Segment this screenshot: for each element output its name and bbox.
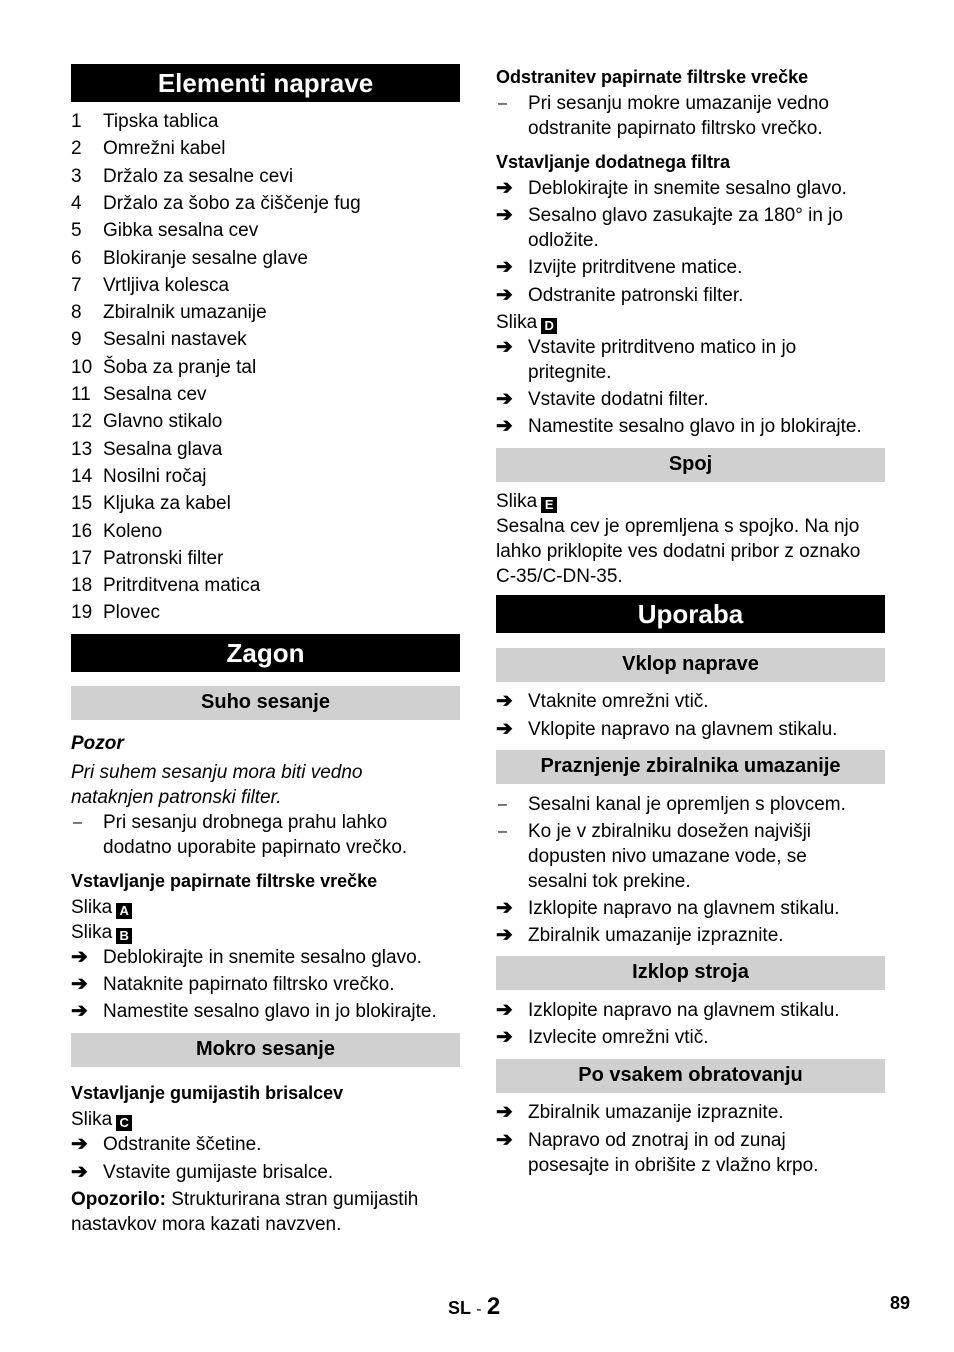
- page-number: 89: [890, 1293, 911, 1313]
- list-item: [71, 408, 460, 435]
- list-item-number: 8: [71, 302, 82, 324]
- list-item-label: Sesalni nastavek: [103, 329, 247, 351]
- list-item-label: Držalo za sesalne cevi: [103, 165, 294, 187]
- step-item: [496, 895, 885, 922]
- step-text: Napravo od znotraj in od zunaj: [528, 1130, 786, 1151]
- footer-language: [448, 1293, 500, 1321]
- list-item-label: Tipska tablica: [103, 111, 219, 132]
- dash-item-continued: [496, 115, 885, 142]
- figure-ref-label: Slika: [496, 312, 538, 333]
- dash-item-text: Pri sesanju drobnega prahu lahko: [103, 812, 388, 833]
- step-text: Odstranite patronski filter.: [528, 285, 744, 306]
- arrow-right-icon: ➔: [71, 973, 88, 995]
- step-text: Namestite sesalno glavo in jo blokirajte.: [528, 416, 862, 437]
- heading-elementi-naprave: Elementi naprave: [71, 64, 460, 102]
- dash-item: [496, 818, 885, 845]
- subheading-izklop-stroja: Izklop stroja: [496, 956, 885, 990]
- step-text: Deblokirajte in snemite sesalno glavo.: [528, 178, 847, 199]
- list-item-number: 18: [71, 575, 93, 597]
- list-item-label: Omrežni kabel: [103, 138, 226, 160]
- step-text: Izklopite napravo na glavnem stikalu.: [528, 898, 840, 919]
- step-text: Vklopite napravo na glavnem stikalu.: [528, 719, 838, 740]
- step-text: Zbiralnik umazanije izpraznite.: [528, 925, 784, 946]
- step-item: [71, 1131, 460, 1158]
- spoj-text-line-3: C-35/C-DN-35.: [496, 566, 623, 587]
- step-text: Izklopite napravo na glavnem stikalu.: [528, 1000, 840, 1021]
- figure-ref-a: [71, 894, 460, 921]
- dash-item-continued: [71, 834, 460, 861]
- list-item-number: 1: [71, 111, 82, 132]
- figure-letter-badge: B: [116, 928, 132, 944]
- opozorilo-label: Opozorilo:: [71, 1189, 166, 1210]
- list-item-label: Kljuka za kabel: [103, 493, 231, 515]
- list-item: [71, 217, 460, 244]
- step-text: Deblokirajte in snemite sesalno glavo.: [103, 947, 422, 968]
- list-item-label: Plovec: [103, 602, 161, 624]
- arrow-right-icon: ➔: [496, 690, 513, 712]
- dash-marker: –: [498, 796, 507, 813]
- arrow-right-icon: ➔: [496, 336, 513, 358]
- sub-vstavljanje-papirnate: Vstavljanje papirnate filtrske vrečke: [71, 871, 378, 891]
- step-item: [496, 716, 885, 743]
- step-item-continued: [496, 227, 885, 254]
- step-text: pritegnite.: [528, 362, 612, 383]
- step-item: [71, 1159, 460, 1186]
- arrow-right-icon: ➔: [71, 1000, 88, 1022]
- list-item-label: Zbiralnik umazanije: [103, 302, 267, 324]
- figure-ref-label: Slika: [71, 1109, 113, 1130]
- subheading-suho-sesanje: Suho sesanje: [71, 686, 460, 720]
- list-item-label: Gibka sesalna cev: [103, 220, 259, 242]
- step-item-continued: [496, 1152, 885, 1179]
- step-text: Nataknite papirnato filtrsko vrečko.: [103, 974, 395, 995]
- step-item: [496, 922, 885, 949]
- step-item: [71, 998, 460, 1025]
- dash-item-continued: [496, 843, 885, 870]
- list-item: [71, 381, 460, 408]
- arrow-right-icon: ➔: [71, 946, 88, 968]
- list-item: [71, 272, 460, 299]
- list-item: [71, 326, 460, 353]
- arrow-right-icon: ➔: [496, 718, 513, 740]
- list-item-number: 3: [71, 165, 82, 187]
- list-item-number: 2: [71, 138, 82, 160]
- figure-letter-badge: C: [116, 1115, 132, 1131]
- arrow-right-icon: ➔: [496, 177, 513, 199]
- step-item-continued: [496, 359, 885, 386]
- dash-item: [496, 791, 885, 818]
- subheading-praznjenje: Praznjenje zbiralnika umazanije: [496, 750, 885, 784]
- list-item: [71, 463, 460, 490]
- list-item: [71, 354, 460, 381]
- subheading-spoj: Spoj: [496, 448, 885, 482]
- list-item-label: Sesalna cev: [103, 384, 207, 405]
- step-text: odložite.: [528, 230, 599, 251]
- figure-ref-label: Slika: [496, 491, 538, 512]
- list-item: [71, 108, 460, 135]
- arrow-right-icon: ➔: [496, 204, 513, 226]
- list-item: [71, 299, 460, 326]
- dash-marker: –: [498, 95, 507, 112]
- figure-letter-badge: A: [116, 903, 132, 919]
- figure-letter-badge: D: [541, 318, 557, 334]
- spoj-text-line-2: lahko priklopite ves dodatni pribor z oznako: [496, 541, 861, 562]
- figure-ref-d: [496, 309, 885, 336]
- dash-item-text: dopusten nivo umazane vode, se: [528, 846, 807, 867]
- figure-ref-e: [496, 488, 885, 515]
- arrow-right-icon: ➔: [496, 1129, 513, 1151]
- dash-item: [496, 90, 885, 117]
- list-item-label: Sesalna glava: [103, 438, 223, 460]
- step-text: Izvijte pritrditvene matice.: [528, 257, 743, 278]
- step-item: [496, 1127, 885, 1154]
- dash-item-text: Ko je v zbiralniku dosežen najvišji: [528, 821, 812, 842]
- list-item-label: Držalo za šobo za čiščenje fug: [103, 192, 361, 214]
- list-item-number: 11: [71, 384, 91, 405]
- dash-item-text: Sesalni kanal je opremljen s plovcem.: [528, 794, 846, 815]
- arrow-right-icon: ➔: [496, 999, 513, 1021]
- step-text: Namestite sesalno glavo in jo blokirajte.: [103, 1001, 437, 1022]
- list-item-label: Blokiranje sesalne glave: [103, 247, 308, 269]
- step-item: [496, 175, 885, 202]
- list-item: [71, 436, 460, 463]
- list-item-number: 5: [71, 220, 82, 242]
- list-item-label: Šoba za pranje tal: [103, 356, 257, 378]
- dash-item-text: Pri sesanju mokre umazanije vedno: [528, 93, 829, 114]
- opozorilo-line-1: [71, 1186, 460, 1213]
- step-item: [496, 1099, 885, 1126]
- list-item-number: 15: [71, 493, 93, 515]
- step-item: [496, 254, 885, 281]
- footer-separator: -: [476, 1301, 482, 1318]
- pozor-label: Pozor: [71, 733, 124, 754]
- step-text: Vstavite dodatni filter.: [528, 389, 709, 410]
- pozor-text-line-1: Pri suhem sesanju mora biti vedno: [71, 762, 363, 783]
- sub-dodatni-filter: Vstavljanje dodatnega filtra: [496, 152, 731, 172]
- step-item: [496, 386, 885, 413]
- list-item-label: Nosilni ročaj: [103, 465, 207, 487]
- pozor-text-line-2: nataknjen patronski filter.: [71, 787, 282, 808]
- step-item: [496, 997, 885, 1024]
- arrow-right-icon: ➔: [71, 1161, 88, 1183]
- figure-ref-label: Slika: [71, 922, 113, 943]
- step-item: [496, 334, 885, 361]
- arrow-right-icon: ➔: [496, 1026, 513, 1048]
- arrow-right-icon: ➔: [496, 415, 513, 437]
- step-item: [496, 282, 885, 309]
- dash-item-text: odstranite papirnato filtrsko vrečko.: [528, 118, 823, 139]
- list-item-number: 4: [71, 192, 82, 214]
- list-item-label: Pritrditvena matica: [103, 575, 261, 597]
- dash-item: [71, 809, 460, 836]
- arrow-right-icon: ➔: [496, 924, 513, 946]
- step-text: Odstranite ščetine.: [103, 1134, 262, 1155]
- step-text: Sesalno glavo zasukajte za 180° in jo: [528, 205, 843, 226]
- heading-uporaba: Uporaba: [496, 595, 885, 633]
- arrow-right-icon: ➔: [496, 284, 513, 306]
- dash-item-text: sesalni tok prekine.: [528, 871, 691, 892]
- arrow-right-icon: ➔: [71, 1133, 88, 1155]
- list-item-number: 10: [71, 356, 93, 378]
- footer-lang: SL: [448, 1298, 472, 1318]
- list-item-number: 9: [71, 329, 82, 351]
- step-text: Izvlecite omrežni vtič.: [528, 1027, 709, 1048]
- heading-zagon: Zagon: [71, 634, 460, 672]
- list-item: [71, 599, 460, 626]
- figure-ref-b: [71, 919, 460, 946]
- step-item: [496, 1024, 885, 1051]
- list-item: [71, 190, 460, 217]
- step-item: [496, 202, 885, 229]
- list-item-number: 12: [71, 411, 93, 433]
- step-text: posesajte in obrišite z vlažno krpo.: [528, 1155, 819, 1176]
- subheading-vklop-naprave: Vklop naprave: [496, 648, 885, 682]
- step-item: [496, 413, 885, 440]
- sub-odstranitev: Odstranitev papirnate filtrske vrečke: [496, 67, 809, 87]
- list-item: [71, 545, 460, 572]
- step-item: [71, 971, 460, 998]
- dash-item-text: dodatno uporabite papirnato vrečko.: [103, 837, 408, 858]
- arrow-right-icon: ➔: [496, 388, 513, 410]
- dash-item-continued: [496, 868, 885, 895]
- list-item-number: 19: [71, 602, 93, 624]
- arrow-right-icon: ➔: [496, 897, 513, 919]
- dash-marker: –: [73, 814, 82, 831]
- subheading-po-vsakem-obratovanju: Po vsakem obratovanju: [496, 1059, 885, 1093]
- opozorilo-text: Strukturirana stran gumijastih: [165, 1189, 419, 1210]
- list-item: [71, 572, 460, 599]
- spoj-text-line-1: Sesalna cev je opremljena s spojko. Na njo: [496, 516, 860, 537]
- subheading-mokro-sesanje: Mokro sesanje: [71, 1033, 460, 1067]
- step-text: Vtaknite omrežni vtič.: [528, 691, 709, 712]
- list-item-number: 7: [71, 274, 82, 296]
- opozorilo-line-2: nastavkov mora kazati navzven.: [71, 1214, 342, 1235]
- dash-marker: –: [498, 823, 507, 840]
- list-item: [71, 490, 460, 517]
- figure-letter-badge: E: [541, 497, 557, 513]
- list-item-label: Vrtljiva kolesca: [103, 274, 230, 296]
- figure-ref-label: Slika: [71, 897, 113, 918]
- step-text: Vstavite pritrditveno matico in jo: [528, 337, 797, 358]
- list-item-label: Patronski filter: [103, 547, 224, 569]
- step-text: Vstavite gumijaste brisalce.: [103, 1162, 334, 1183]
- list-item-number: 16: [71, 520, 93, 542]
- step-item: [71, 944, 460, 971]
- step-item: [496, 688, 885, 715]
- list-item: [71, 163, 460, 190]
- sub-vstavljanje-gumijastih: Vstavljanje gumijastih brisalcev: [71, 1083, 344, 1103]
- footer-section-number: 2: [486, 1293, 501, 1320]
- list-item-number: 14: [71, 465, 93, 487]
- list-item-number: 13: [71, 438, 93, 460]
- list-item-label: Koleno: [103, 520, 163, 542]
- arrow-right-icon: ➔: [496, 1101, 513, 1123]
- list-item: [71, 518, 460, 545]
- list-item: [71, 245, 460, 272]
- list-item-label: Glavno stikalo: [103, 411, 223, 433]
- figure-ref-c: [71, 1106, 460, 1133]
- list-item-number: 6: [71, 247, 82, 269]
- list-item-number: 17: [71, 547, 93, 569]
- list-item: [71, 135, 460, 162]
- arrow-right-icon: ➔: [496, 256, 513, 278]
- step-text: Zbiralnik umazanije izpraznite.: [528, 1102, 784, 1123]
